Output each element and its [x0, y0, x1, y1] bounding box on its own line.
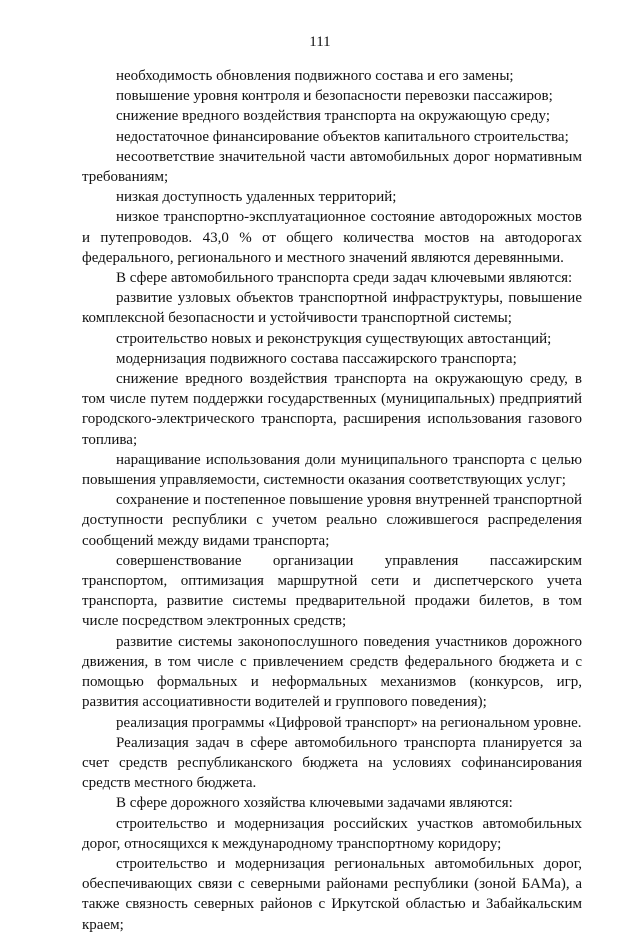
paragraph: развитие узловых объектов транспортной инфраструктуры, повышение комплексной безопасности и устойчивости транспортной системы;: [82, 290, 582, 327]
paragraph: несоответствие значительной части автомобильных дорог нормативным требованиям;: [82, 148, 582, 186]
paragraph: реализация программы «Цифровой транспорт» на региональном уровне.: [116, 714, 582, 731]
paragraph: модернизация подвижного состава пассажирского транспорта;: [116, 350, 517, 367]
paragraph: развитие системы законопослушного поведения участников дорожного движения, в том числе с привлечением средств федерального бюджета и с помощью формальных и неформальных механизмов (конкурсов, игр, развития ассоциативности водителей и группового поведения);: [82, 633, 582, 711]
paragraph: необходимость обновления подвижного состава и его замены;: [116, 68, 514, 84]
paragraph: наращивание использования доли муниципального транспорта с целью повышения управляемости, системности оказания соответствующих услуг;: [82, 451, 582, 489]
paragraph: строительство новых и реконструкция существующих автостанций;: [116, 330, 552, 347]
paragraph: снижение вредного воздействия транспорта на окружающую среду, в том числе путем поддержки государственных (муниципальных) предприятий городского-электрического транспорта, расширения использования газового топлива;: [82, 371, 582, 448]
paragraph: низкая доступность удаленных территорий;: [116, 189, 397, 206]
paragraph: В сфере дорожного хозяйства ключевыми задачами являются:: [116, 795, 513, 812]
paragraph: сохранение и постепенное повышение уровня внутренней транспортной доступности республики с учетом реально сложившегося распределения сообщений между видами транспорта;: [82, 492, 582, 549]
paragraph: В сфере автомобильного транспорта среди задач ключевыми являются:: [116, 270, 573, 287]
paragraph: совершенствование организации управления пассажирским транспортом, оптимизация маршрутной сети и диспетчерского учета транспорта, развитие системы предварительной продажи билетов, в том числе посредством электронных средств;: [82, 552, 582, 630]
paragraph: недостаточное финансирование объектов капитального строительства;: [116, 128, 569, 145]
paragraph: строительство и модернизация российских участков автомобильных дорог, относящихся к международному транспортному коридору;: [82, 815, 582, 852]
body-text: [82, 66, 582, 935]
paragraph: низкое транспортно-эксплуатационное состояние автодорожных мостов и путепроводов. 43,0 % от общего количества мостов на автодорогах федерального, регионального и местного значений являются деревянными.: [82, 209, 582, 266]
paragraph: строительство и модернизация региональных автомобильных дорог, обеспечивающих связи с северными районами республики (зоной БАМа), а также связность северных районов с Иркутской областью и Забайкальским краем;: [82, 855, 582, 933]
paragraph: снижение вредного воздействия транспорта на окружающую среду;: [116, 108, 550, 125]
page-number: 111: [309, 34, 331, 50]
paragraph: повышение уровня контроля и безопасности перевозки пассажиров;: [116, 88, 553, 105]
paragraph: Реализация задач в сфере автомобильного транспорта планируется за счет средств республиканского бюджета на условиях софинансирования средств местного бюджета.: [82, 734, 582, 792]
